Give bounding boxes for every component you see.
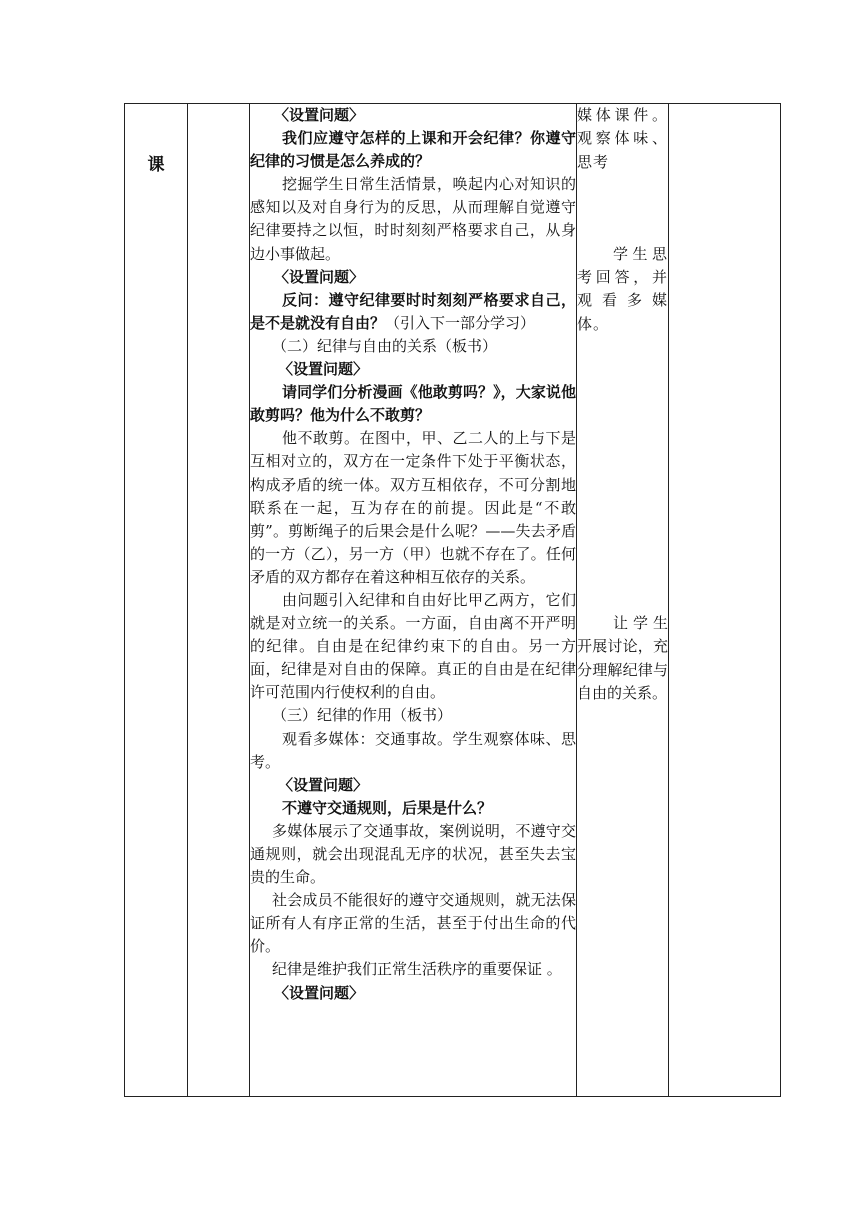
- question-heading: 〈设置问题〉: [274, 267, 365, 286]
- question-heading: 〈设置问题〉: [274, 983, 365, 1002]
- empty-cell: [669, 104, 781, 1097]
- paragraph: 观看多媒体：交通事故。学生观察体味、思考。: [250, 729, 576, 771]
- student-activity-text: 让学生开展讨论，充分理解纪律与自由的关系。: [577, 614, 668, 702]
- question-heading: 〈设置问题〉: [278, 775, 369, 794]
- paragraph: 纪律是维护我们正常生活秩序的重要保证 。: [272, 960, 562, 979]
- course-label: 课: [147, 155, 165, 175]
- lesson-plan-table: [124, 103, 781, 1097]
- paragraph: 社会成员不能很好的遵守交通规则，就无法保证所有人有序正常的生活，甚至于付出生命的代价。: [250, 891, 576, 956]
- paragraph: 多媒体展示了交通事故，案例说明，不遵守交通规则，就会出现混乱无序的状况，甚至失去宝贵的生命。: [250, 821, 576, 887]
- paragraph: 由问题引入纪律和自由好比甲乙两方，它们就是对立统一的关系。一方面，自由离不开严明的纪律。自由是在纪律约束下的自由。另一方面，纪律是对自由的保障。真正的自由是在纪律许可范围内行使权利的自由。: [250, 590, 576, 702]
- question-text: 反问：遵守纪律要时时刻刻严格要求自己，是不是就没有自由？: [250, 290, 576, 332]
- question-heading: 〈设置问题〉: [278, 360, 369, 379]
- section-heading: （二）纪律与自由的关系（板书）: [272, 336, 498, 355]
- student-activity-text: 学生思考回答，并观看多媒体。: [577, 244, 668, 333]
- question-heading: 〈设置问题〉: [274, 106, 365, 124]
- note-text: （引入下一部分学习）: [385, 313, 536, 332]
- paragraph: 他不敢剪。在图中，甲、乙二人的上与下是互相对立的，双方在一定条件下处于平衡状态，构成矛盾的统一体。双方互相依存，不可分割地联系在一起，互为存在的前提。因此是“不敢剪”。剪断绳子的后果会是什么呢？——失去矛盾的一方（乙），另一方（甲）也就不存在了。任何矛盾的双方都存在着这种相互依存的关系。: [250, 429, 576, 586]
- question-text: 请同学们分析漫画《他敢剪吗？》，大家说他敢剪吗？他为什么不敢剪？: [250, 383, 576, 425]
- student-activity-text: 媒体课件。观察体味、思考: [577, 106, 668, 171]
- table-row: [125, 104, 781, 1097]
- student-activity-cell: [577, 104, 669, 1097]
- question-text: 不遵守交通规则，后果是什么？: [282, 798, 493, 817]
- empty-cell: [188, 104, 250, 1097]
- section-heading: （三）纪律的作用（板书）: [272, 706, 453, 725]
- question-text: 我们应遵守怎样的上课和开会纪律？你遵守纪律的习惯是怎么养成的？: [250, 129, 576, 171]
- paragraph: 挖掘学生日常生活情景，唤起内心对知识的感知以及对自身行为的反思，从而理解自觉遵守纪律要持之以恒，时时刻刻严格要求自己，从身边小事做起。: [250, 175, 576, 263]
- teaching-process-cell: [250, 104, 577, 1097]
- paragraph: [250, 289, 576, 335]
- course-cell: [125, 104, 188, 1097]
